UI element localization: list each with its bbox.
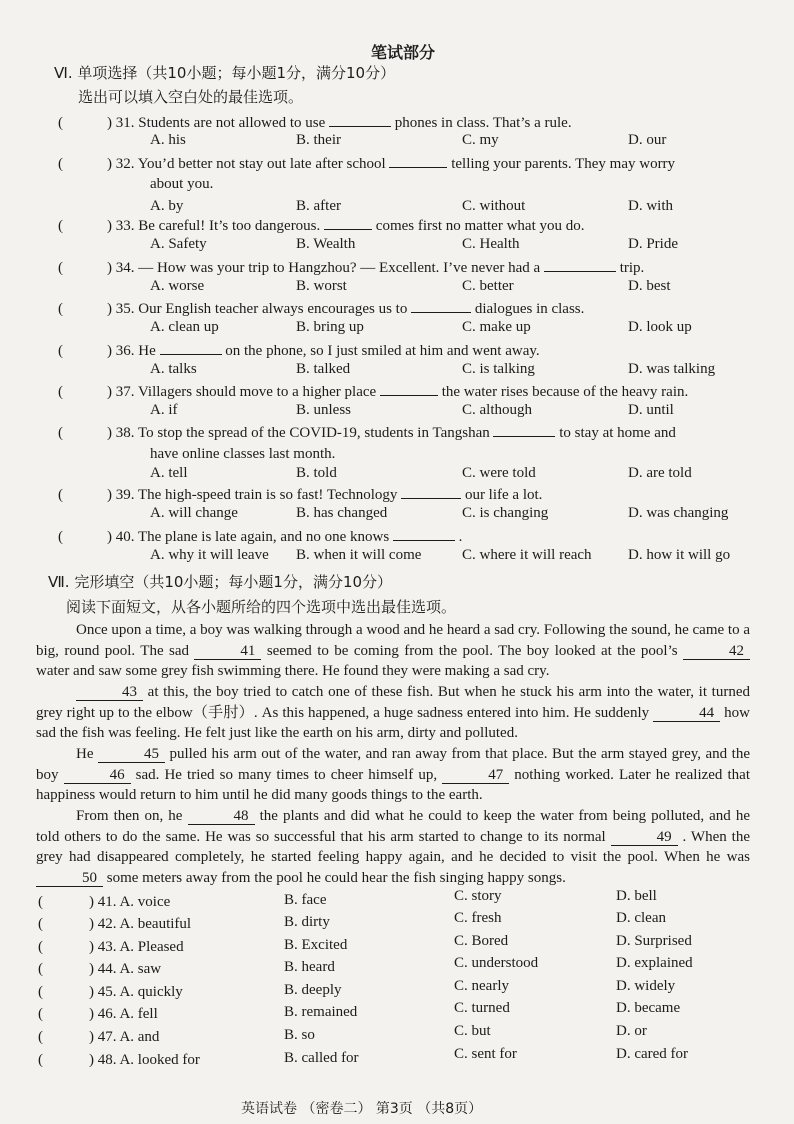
option-d: D. how it will go [628, 547, 731, 563]
answer-paren-open: ( [58, 487, 63, 503]
question-blank [401, 484, 461, 499]
question-number: 39. [115, 487, 135, 503]
answer-paren-close: ) [89, 939, 94, 955]
blank-48: 48 [188, 808, 255, 825]
blank-44: 44 [653, 705, 720, 722]
passage-text: at this, the boy tried to catch one of these fish. But when he stuck his arm into the water, it turned grey right up to the elbow（手肘）. As this happened, a huge sadness entered into him. He suddenly [36, 684, 750, 721]
option-b: B. talked [296, 361, 351, 377]
question-number: 41. [97, 894, 117, 910]
page-title: 笔试部分 [371, 43, 436, 62]
option-c: C. without [462, 198, 526, 214]
option-d: D. until [628, 402, 674, 418]
answer-paren-open: ( [58, 343, 63, 359]
question-blank [411, 298, 471, 313]
question-stem-end: to stay at home and [559, 425, 676, 441]
cloze-question-46 [38, 1004, 158, 1024]
question-stem-end: dialogues in class. [474, 301, 585, 317]
option-d: D. explained [616, 955, 693, 971]
option-c: C. is talking [462, 361, 535, 377]
question-number: 36. [115, 343, 135, 359]
option-c: C. make up [462, 319, 531, 335]
option-a: A. worse [150, 278, 205, 294]
blank-46: 46 [64, 767, 131, 784]
option-d: D. clean [616, 910, 666, 926]
blank-42: 42 [683, 643, 750, 660]
option-b: B. dirty [284, 914, 330, 930]
answer-paren-close: ) [107, 529, 112, 545]
option-d: D. our [628, 132, 667, 148]
option-c: C. Health [462, 236, 520, 252]
question-33 [58, 215, 585, 236]
answer-paren-open: ( [38, 1052, 43, 1068]
question-stem: You’d better not stay out late after school [137, 156, 386, 172]
answer-paren-open: ( [58, 425, 63, 441]
option-d: D. widely [616, 978, 676, 994]
question-stem: To stop the spread of the COVID-19, students in Tangshan [137, 425, 490, 441]
option-a: A. will change [150, 505, 238, 521]
section-7-heading: Ⅶ. 完形填空（共10小题；每小题1分，满分10分） [48, 573, 393, 591]
question-blank [160, 340, 222, 355]
answer-paren-close: ) [107, 384, 112, 400]
question-blank [393, 526, 455, 541]
question-number: 44. [97, 961, 117, 977]
option-b: B. deeply [284, 982, 342, 998]
question-continuation: have online classes last month. [150, 446, 336, 462]
question-blank [329, 112, 391, 127]
passage-text: water and saw some grey fish swimming there. He found they were making a sad cry. [36, 663, 550, 679]
option-b: B. Excited [284, 937, 348, 953]
answer-paren-close: ) [107, 487, 112, 503]
answer-paren-close: ) [89, 916, 94, 932]
option-d: D. Pride [628, 236, 678, 252]
question-number: 45. [97, 984, 117, 1000]
answer-paren-open: ( [38, 984, 43, 1000]
option-a: A. if [150, 402, 178, 418]
option-a: A. beautiful [119, 916, 192, 932]
question-stem: He [138, 343, 156, 359]
passage-text: the plants and did what he could to keep the water from being polluted, and he told others to do the same. He was so successful that his arm started to change to its normal [36, 808, 751, 845]
question-stem-end: . [458, 529, 463, 545]
passage-text: sad. He tried so many times to cheer himself up, [135, 766, 438, 783]
answer-paren-open: ( [38, 1029, 43, 1045]
question-blank [380, 381, 438, 396]
answer-paren-close: ) [107, 156, 112, 172]
answer-paren-open: ( [58, 115, 63, 131]
option-d: D. best [628, 278, 671, 294]
option-c: C. story [454, 888, 502, 904]
answer-paren-close: ) [89, 961, 94, 977]
option-a: A. by [150, 198, 184, 214]
question-number: 43. [97, 939, 117, 955]
question-number: 34. [115, 260, 135, 276]
option-b: B. heard [284, 959, 335, 975]
option-d: D. was changing [628, 505, 729, 521]
option-a: A. voice [119, 894, 171, 910]
cloze-question-41 [38, 892, 170, 912]
answer-paren-close: ) [107, 301, 112, 317]
passage-paragraph-1 [36, 620, 750, 682]
question-number: 38. [115, 425, 135, 441]
question-number: 32. [115, 156, 135, 172]
option-a: A. Safety [150, 236, 207, 252]
blank-41: 41 [194, 643, 261, 660]
question-number: 42. [97, 916, 117, 932]
cloze-question-47 [38, 1027, 159, 1047]
option-d: D. cared for [616, 1046, 689, 1062]
question-blank [389, 153, 447, 168]
option-a: A. Pleased [119, 939, 184, 955]
question-blank [324, 215, 372, 230]
blank-43: 43 [76, 684, 143, 701]
option-a: A. talks [150, 361, 197, 377]
answer-paren-close: ) [89, 1052, 94, 1068]
question-number: 31. [115, 115, 135, 131]
question-number: 35. [115, 301, 135, 317]
question-32 [58, 153, 675, 174]
option-b: B. after [296, 198, 341, 214]
passage-paragraph-2 [36, 682, 750, 744]
option-c: C. nearly [454, 978, 509, 994]
option-b: B. when it will come [296, 547, 422, 563]
option-c: C. were told [462, 465, 536, 481]
option-c: C. is changing [462, 505, 549, 521]
passage-text: . When the grey had disappeared completely, he started feeling happy again, and he decided to visit the pool. When he was [36, 828, 750, 865]
question-continuation: about you. [150, 176, 214, 192]
option-c: C. sent for [454, 1046, 517, 1062]
option-a: A. saw [119, 961, 162, 977]
answer-paren-open: ( [38, 961, 43, 977]
section-7-instruction: 阅读下面短文，从各小题所给的四个选项中选出最佳选项。 [66, 598, 457, 616]
cloze-question-48 [38, 1050, 200, 1070]
option-d: D. bell [616, 888, 657, 904]
question-stem-end: trip. [619, 260, 645, 276]
section-6-instruction: 选出可以填入空白处的最佳选项。 [78, 88, 304, 106]
passage-paragraph-3 [36, 744, 750, 806]
blank-50: 50 [36, 870, 103, 887]
question-stem: Villagers should move to a higher place [137, 384, 377, 400]
option-d: D. are told [628, 465, 692, 481]
option-c: C. where it will reach [462, 547, 592, 563]
answer-paren-open: ( [58, 529, 63, 545]
option-d: D. or [616, 1023, 647, 1039]
option-a: A. looked for [119, 1052, 200, 1068]
question-stem: Be careful! It’s too dangerous. [138, 218, 321, 234]
question-39 [58, 484, 542, 505]
question-stem: Our English teacher always encourages us to [138, 301, 408, 317]
cloze-question-45 [38, 982, 183, 1002]
option-b: B. unless [296, 402, 352, 418]
question-38 [58, 422, 676, 443]
option-c: C. Bored [454, 933, 509, 949]
question-number: 48. [97, 1052, 117, 1068]
question-31 [58, 112, 572, 133]
question-stem-end: our life a lot. [464, 487, 543, 503]
cloze-question-43 [38, 937, 184, 957]
passage-text: nothing worked. Later he realized that happiness would return to him until he did many goods things to the earth. [36, 766, 750, 803]
question-stem-end: comes first no matter what you do. [375, 218, 585, 234]
answer-paren-close: ) [89, 1006, 94, 1022]
option-c: C. understood [454, 955, 539, 971]
section-6-heading: Ⅵ. 单项选择（共10小题；每小题1分，满分10分） [54, 64, 396, 82]
option-a: A. his [150, 132, 186, 148]
answer-paren-close: ) [107, 343, 112, 359]
option-b: B. their [296, 132, 341, 148]
option-a: A. fell [119, 1006, 158, 1022]
option-b: B. called for [284, 1050, 359, 1066]
answer-paren-close: ) [89, 984, 94, 1000]
question-number: 40. [115, 529, 135, 545]
question-number: 47. [97, 1029, 117, 1045]
option-b: B. remained [284, 1004, 358, 1020]
option-a: A. why it will leave [150, 547, 269, 563]
option-b: B. so [284, 1027, 315, 1043]
page-footer: 英语试卷 （密卷二） 第3页 （共8页） [241, 1101, 483, 1117]
answer-paren-open: ( [58, 218, 63, 234]
question-number: 33. [115, 218, 135, 234]
blank-45: 45 [98, 746, 165, 763]
answer-paren-open: ( [38, 916, 43, 932]
option-c: C. although [462, 402, 532, 418]
option-a: A. clean up [150, 319, 219, 335]
passage-text: seemed to be coming from the pool. The boy looked at the pool’s [266, 642, 678, 659]
answer-paren-close: ) [107, 260, 112, 276]
question-36 [58, 340, 540, 361]
question-stem-end: phones in class. That’s a rule. [394, 115, 572, 131]
option-b: B. face [284, 892, 327, 908]
option-b: B. has changed [296, 505, 388, 521]
question-34 [58, 257, 644, 278]
answer-paren-close: ) [89, 1029, 94, 1045]
passage-text: some meters away from the pool he could hear the fish singing happy songs. [106, 869, 566, 886]
blank-47: 47 [442, 767, 509, 784]
option-c: C. fresh [454, 910, 502, 926]
question-stem-end: on the phone, so I just smiled at him and went away. [225, 343, 540, 359]
answer-paren-open: ( [58, 301, 63, 317]
option-c: C. better [462, 278, 514, 294]
question-stem-end: the water rises because of the heavy rain. [441, 384, 689, 400]
answer-paren-close: ) [107, 115, 112, 131]
question-stem: The high-speed train is so fast! Technology [137, 487, 398, 503]
option-d: D. was talking [628, 361, 716, 377]
question-stem-end: telling your parents. They may worry [451, 156, 676, 172]
passage-text: He [76, 746, 94, 762]
option-a: A. tell [150, 465, 188, 481]
answer-paren-open: ( [38, 1006, 43, 1022]
passage-text: pulled his arm out of the water, and ran away from that place. But the arm stayed grey, and the boy [36, 746, 750, 783]
answer-paren-close: ) [107, 425, 112, 441]
answer-paren-open: ( [38, 939, 43, 955]
question-40 [58, 526, 462, 547]
passage-paragraph-4 [36, 806, 750, 888]
answer-paren-open: ( [58, 384, 63, 400]
option-d: D. with [628, 198, 673, 214]
cloze-question-42 [38, 914, 191, 934]
option-c: C. my [462, 132, 499, 148]
question-stem: — How was your trip to Hangzhou? — Excellent. I’ve never had a [138, 260, 541, 276]
question-number: 46. [97, 1006, 117, 1022]
answer-paren-open: ( [58, 260, 63, 276]
passage-text: Once upon a time, a boy was walking through a wood and he heard a sad cry. Following the sound, he came to a big, round pool. The sad [36, 622, 750, 659]
answer-paren-close: ) [107, 218, 112, 234]
question-stem: Students are not allowed to use [138, 115, 326, 131]
option-b: B. worst [296, 278, 347, 294]
question-blank [544, 257, 616, 272]
option-b: B. Wealth [296, 236, 356, 252]
option-d: D. became [616, 1000, 681, 1016]
answer-paren-open: ( [38, 894, 43, 910]
option-d: D. look up [628, 319, 692, 335]
question-35 [58, 298, 584, 319]
question-37 [58, 381, 688, 402]
answer-paren-open: ( [58, 156, 63, 172]
blank-49: 49 [611, 829, 678, 846]
option-a: A. quickly [119, 984, 183, 1000]
passage-text: how sad the fish was feeling. He felt just like the earth on his arm, dirty and polluted. [36, 704, 751, 741]
option-d: D. Surprised [616, 933, 692, 949]
cloze-question-44 [38, 959, 161, 979]
option-c: C. turned [454, 1000, 510, 1016]
question-number: 37. [115, 384, 135, 400]
question-blank [493, 422, 555, 437]
option-c: C. but [454, 1023, 491, 1039]
option-a: A. and [119, 1029, 160, 1045]
question-stem: The plane is late again, and no one knows [137, 529, 390, 545]
passage-text: From then on, he [76, 808, 183, 824]
answer-paren-close: ) [89, 894, 94, 910]
option-b: B. bring up [296, 319, 364, 335]
option-b: B. told [296, 465, 337, 481]
